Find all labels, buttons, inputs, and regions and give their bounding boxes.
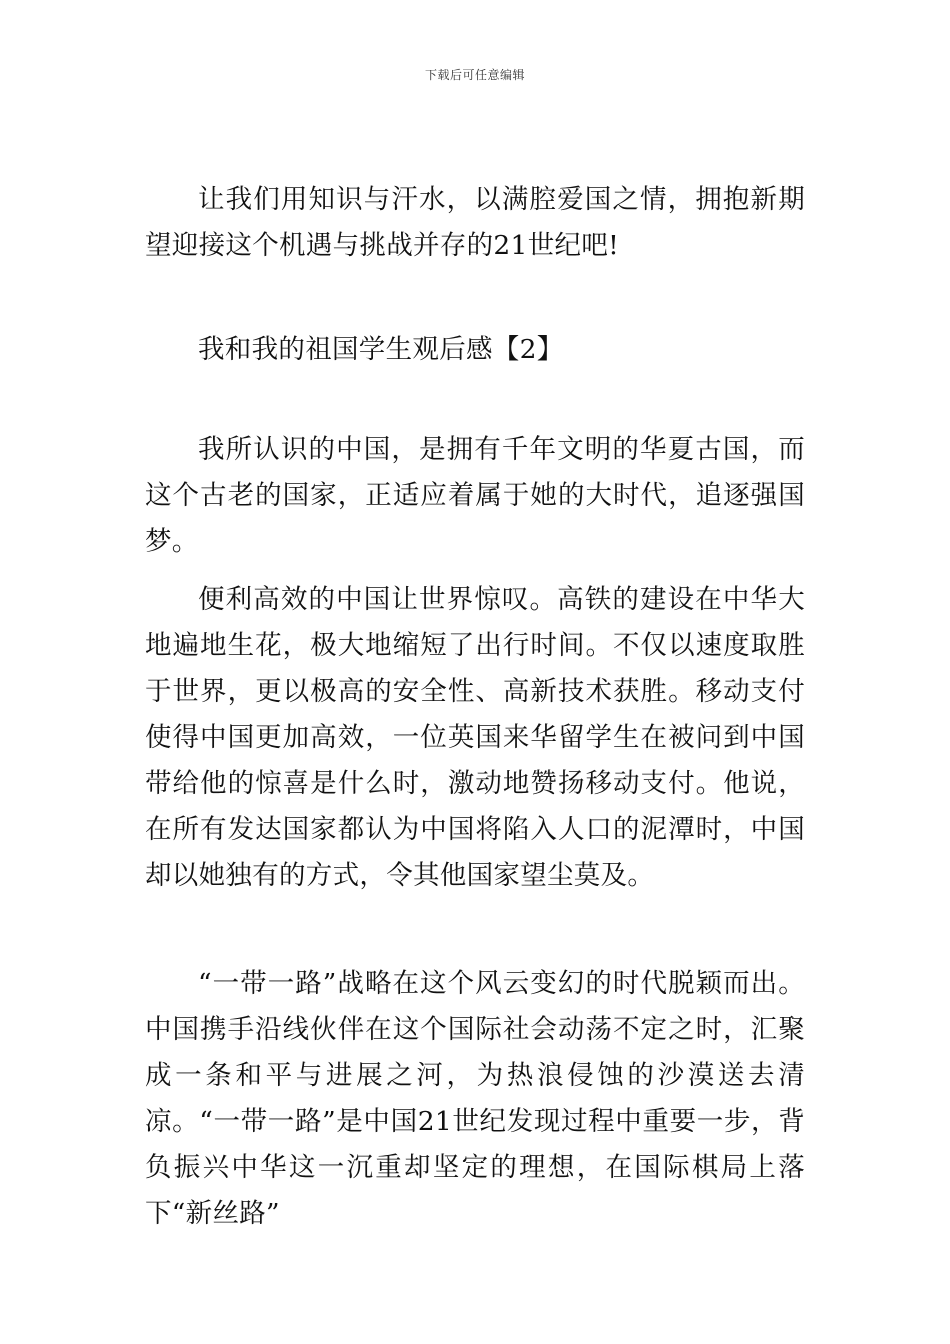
paragraph-text: 我所认识的中国，是拥有千年文明的华夏古国，而这个古老的国家，正适应着属于她的大时代，追逐强国梦。 <box>145 434 805 557</box>
paragraph-closing <box>145 177 805 269</box>
paragraph-intro <box>145 427 805 565</box>
paragraph-belt-and-road <box>145 961 805 1237</box>
paragraph-text: “一带一路”战略在这个风云变幻的时代脱颖而出。中国携手沿线伙伴在这个国际社会动荡不定之时，汇聚成一条和平与进展之河，为热浪侵蚀的沙漠送去清凉。“一带一路”是中国21世纪发现过程中重要一步，背负振兴中华这一沉重却坚定的理想，在国际棋局上落下“新丝路” <box>145 968 805 1229</box>
header-note: 下载后可任意编辑 <box>424 68 525 82</box>
paragraph-text: 便利高效的中国让世界惊叹。高铁的建设在中华大地遍地生花，极大地缩短了出行时间。不仅以速度取胜于世界，更以极高的安全性、高新技术获胜。移动支付使得中国更加高效，一位英国来华留学生在被问到中国带给他的惊喜是什么时，激动地赞扬移动支付。他说，在所有发达国家都认为中国将陷入人口的泥潭时，中国却以她独有的方式，令其他国家望尘莫及。 <box>145 584 805 891</box>
section-heading <box>145 327 805 373</box>
section-title: 我和我的祖国学生观后感【2】 <box>198 334 564 365</box>
paragraph-convenience <box>145 577 805 899</box>
paragraph-text: 让我们用知识与汗水，以满腔爱国之情，拥抱新期望迎接这个机遇与挑战并存的21世纪吧! <box>145 184 805 261</box>
